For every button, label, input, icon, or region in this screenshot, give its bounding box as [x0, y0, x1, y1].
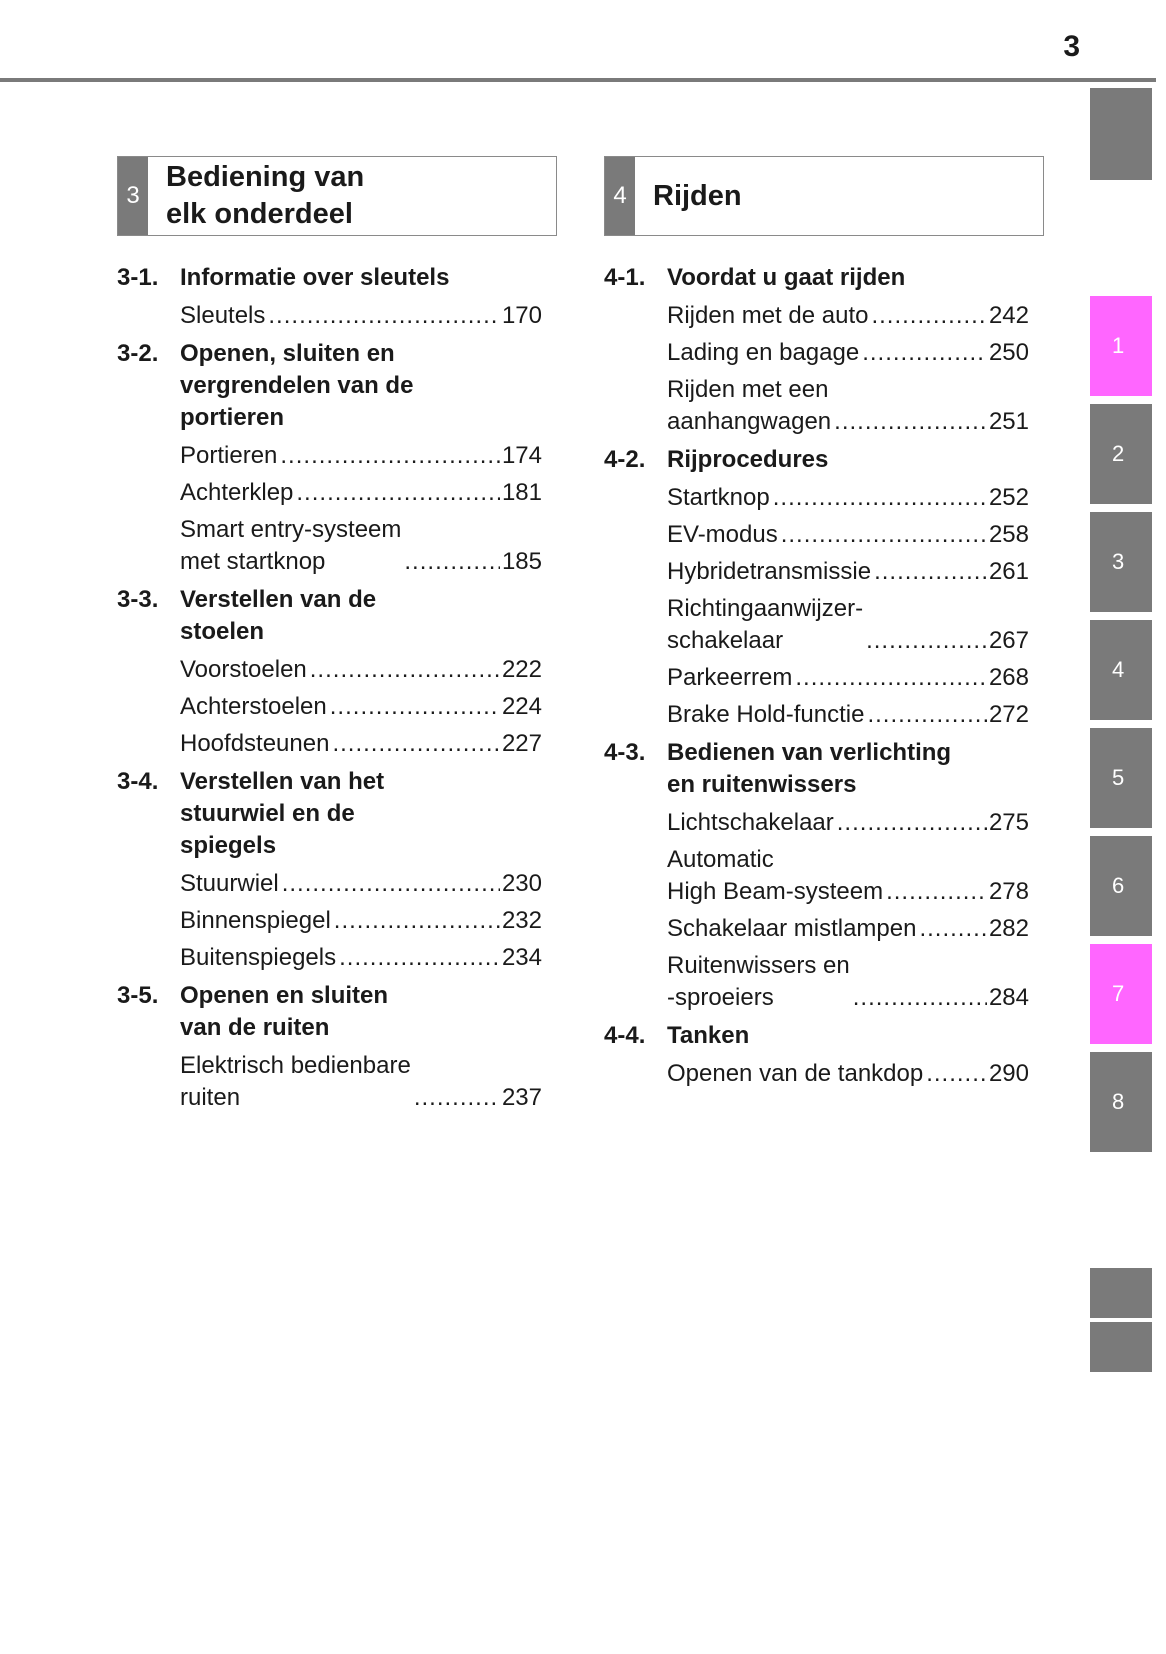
toc-entry[interactable] [667, 482, 1029, 514]
toc-entry[interactable] [180, 1050, 542, 1114]
chapter-title: Bedienen van verlichting en ruitenwissers [667, 739, 952, 798]
chapter-number: 3-1. [117, 264, 159, 291]
toc-entry-page: 284 [988, 984, 1029, 1011]
toc-entry-page: 290 [988, 1060, 1029, 1087]
chapter-number: 4-3. [604, 739, 646, 766]
dot-leader [874, 556, 987, 588]
toc-entry-title: Brake Hold-functie [667, 701, 865, 728]
toc-entry[interactable] [667, 699, 1029, 731]
toc-entry[interactable] [180, 905, 542, 937]
section-header-4 [604, 156, 1044, 236]
chapter-heading[interactable] [117, 766, 577, 862]
chapter-number: 3-5. [117, 982, 159, 1009]
toc-entry-page: 232 [501, 907, 542, 934]
chapter-heading[interactable] [604, 1020, 1064, 1052]
chapter-number: 3-4. [117, 768, 159, 795]
dot-leader [834, 406, 987, 438]
toc-entry-page: 242 [988, 302, 1029, 329]
section-header-3 [117, 156, 557, 236]
chapter-heading[interactable] [604, 444, 1064, 476]
toc-entry[interactable] [667, 300, 1029, 332]
toc-entry-page: 185 [501, 548, 542, 575]
dot-leader [296, 477, 500, 509]
section-number: 4 [605, 157, 635, 235]
chapter-tab-3[interactable]: 3 [1090, 512, 1152, 612]
chapter-title: Verstellen van het stuurwiel en de spiegels [180, 768, 385, 859]
chapter-title: Openen en sluiten van de ruiten [180, 982, 389, 1041]
toc-entry-page: 258 [988, 521, 1029, 548]
dot-leader [886, 876, 987, 908]
toc-entry-title: Lading en bagage [667, 339, 860, 366]
chapter-heading[interactable] [117, 262, 577, 294]
chapter-heading[interactable] [117, 980, 577, 1044]
toc-entry-page: 252 [988, 484, 1029, 511]
dot-leader [268, 300, 500, 332]
chapter-title: Tanken [667, 1022, 750, 1049]
toc-entry[interactable] [180, 654, 542, 686]
toc-entry-page: 272 [988, 701, 1029, 728]
dot-leader [919, 913, 987, 945]
toc-entry-title: Lichtschakelaar [667, 809, 834, 836]
chapter-tab-2[interactable]: 2 [1090, 404, 1152, 504]
dot-leader [866, 625, 987, 657]
toc-entry[interactable] [667, 1058, 1029, 1090]
chapter-tab-5[interactable]: 5 [1090, 728, 1152, 828]
chapter-number: 4-2. [604, 446, 646, 473]
dot-leader [773, 482, 987, 514]
toc-entry[interactable] [667, 519, 1029, 551]
chapter-tab-blank[interactable] [1090, 1322, 1152, 1372]
dot-leader [414, 1082, 500, 1114]
toc-column-4 [604, 262, 1064, 1095]
page-number: 3 [1063, 30, 1080, 63]
toc-entry-page: 170 [501, 302, 542, 329]
chapter-title: Rijprocedures [667, 446, 829, 473]
toc-entry[interactable] [180, 868, 542, 900]
toc-entry-title: Smart entry-systeem met startknop [180, 516, 402, 575]
toc-entry-title: Hybridetransmissie [667, 558, 872, 585]
toc-entry-title: Sleutels [180, 302, 266, 329]
chapter-heading[interactable] [604, 262, 1064, 294]
header-rule [0, 78, 1156, 82]
chapter-number: 4-1. [604, 264, 646, 291]
toc-entry-page: 224 [501, 693, 542, 720]
toc-entry-title: Achterklep [180, 479, 294, 506]
toc-entry-page: 227 [501, 730, 542, 757]
section-number: 3 [118, 157, 148, 235]
chapter-tab-blank[interactable] [1090, 1268, 1152, 1318]
toc-entry[interactable] [667, 950, 1029, 1014]
toc-entry-title: Buitenspiegels [180, 944, 337, 971]
dot-leader [280, 440, 500, 472]
dot-leader [310, 654, 500, 686]
toc-entry[interactable] [180, 942, 542, 974]
dot-leader [926, 1058, 987, 1090]
toc-entry-title: Achterstoelen [180, 693, 327, 720]
toc-entry-page: 268 [988, 664, 1029, 691]
toc-entry-page: 237 [501, 1084, 542, 1111]
dot-leader [339, 942, 500, 974]
toc-entry-title: Startknop [667, 484, 770, 511]
toc-entry-page: 181 [501, 479, 542, 506]
toc-entry-title: Automatic High Beam-systeem [667, 846, 884, 905]
toc-entry-page: 174 [501, 442, 542, 469]
toc-entry[interactable] [180, 477, 542, 509]
chapter-heading[interactable] [604, 737, 1064, 801]
dot-leader [781, 519, 987, 551]
chapter-title: Voordat u gaat rijden [667, 264, 906, 291]
toc-entry-page: 234 [501, 944, 542, 971]
dot-leader [853, 982, 987, 1014]
chapter-tab-blank[interactable] [1090, 88, 1152, 180]
toc-entry[interactable] [667, 807, 1029, 839]
toc-entry-title: Voorstoelen [180, 656, 307, 683]
toc-entry-page: 282 [988, 915, 1029, 942]
toc-entry-page: 261 [988, 558, 1029, 585]
toc-entry-title: Rijden met de auto [667, 302, 869, 329]
toc-entry-page: 251 [988, 408, 1029, 435]
toc-entry-page: 222 [501, 656, 542, 683]
toc-entry-title: Richtingaanwijzer- schakelaar [667, 595, 864, 654]
toc-entry[interactable] [667, 593, 1029, 657]
chapter-heading[interactable] [117, 584, 577, 648]
toc-entry-title: Ruitenwissers en -sproeiers [667, 952, 850, 1011]
chapter-title: Informatie over sleutels [180, 264, 450, 291]
toc-entry[interactable] [180, 691, 542, 723]
toc-entry[interactable] [180, 514, 542, 578]
toc-entry[interactable] [667, 374, 1029, 438]
chapter-number: 4-4. [604, 1022, 646, 1049]
dot-leader [867, 699, 987, 731]
chapter-tab-4[interactable]: 4 [1090, 620, 1152, 720]
toc-entry[interactable] [180, 728, 542, 760]
chapter-tab-1[interactable]: 1 [1090, 296, 1152, 396]
section-title: Bediening van elk onderdeel [166, 161, 365, 230]
toc-entry-title: Elektrisch bedienbare ruiten [180, 1052, 411, 1111]
toc-entry-title: EV-modus [667, 521, 778, 548]
toc-entry-title: Hoofdsteunen [180, 730, 330, 757]
toc-entry-title: Stuurwiel [180, 870, 279, 897]
chapter-title: Openen, sluiten en vergrendelen van de portieren [180, 340, 414, 431]
toc-entry[interactable] [667, 913, 1029, 945]
chapter-number: 3-2. [117, 340, 159, 367]
toc-entry-title: Schakelaar mistlampen [667, 915, 917, 942]
toc-entry-title: Parkeerrem [667, 664, 793, 691]
toc-entry[interactable] [667, 662, 1029, 694]
toc-entry-page: 230 [501, 870, 542, 897]
toc-entry-title: Binnenspiegel [180, 907, 331, 934]
dot-leader [334, 905, 500, 937]
toc-entry[interactable] [667, 556, 1029, 588]
toc-entry-title: Openen van de tankdop [667, 1060, 924, 1087]
toc-entry[interactable] [667, 844, 1029, 908]
toc-entry[interactable] [180, 440, 542, 472]
section-title: Rijden [653, 179, 742, 212]
toc-entry-page: 267 [988, 627, 1029, 654]
toc-entry-title: Rijden met een aanhangwagen [667, 376, 832, 435]
dot-leader [862, 337, 987, 369]
toc-entry-page: 278 [988, 878, 1029, 905]
dot-leader [332, 728, 500, 760]
toc-entry-page: 275 [988, 809, 1029, 836]
dot-leader [330, 691, 500, 723]
dot-leader [837, 807, 987, 839]
toc-entry-title: Portieren [180, 442, 278, 469]
chapter-heading[interactable] [117, 338, 577, 434]
chapter-tab-7[interactable]: 7 [1090, 944, 1152, 1044]
chapter-tab-6[interactable]: 6 [1090, 836, 1152, 936]
chapter-tab-8[interactable]: 8 [1090, 1052, 1152, 1152]
toc-entry[interactable] [180, 300, 542, 332]
chapter-title: Verstellen van de stoelen [180, 586, 377, 645]
toc-entry-page: 250 [988, 339, 1029, 366]
dot-leader [404, 546, 500, 578]
dot-leader [871, 300, 986, 332]
toc-column-3 [117, 262, 577, 1119]
dot-leader [795, 662, 987, 694]
toc-entry[interactable] [667, 337, 1029, 369]
dot-leader [282, 868, 500, 900]
chapter-number: 3-3. [117, 586, 159, 613]
